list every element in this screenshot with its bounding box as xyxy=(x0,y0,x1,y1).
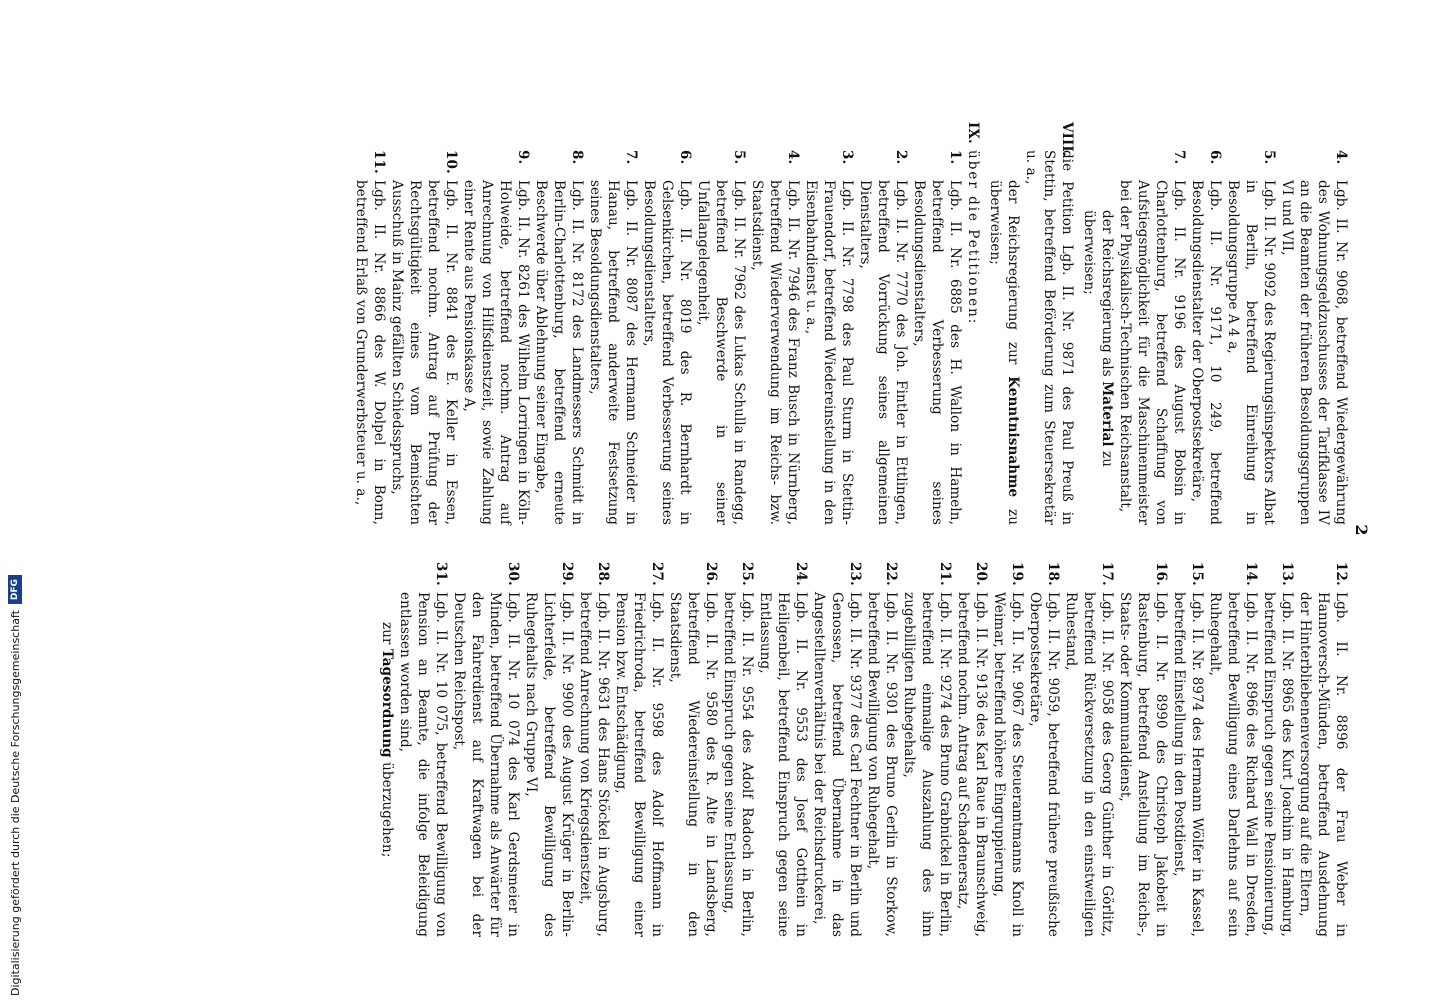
list-item: 26. Lgb. II. Nr. 9580 des R. Alte in Landsberg, betreffend Wiedereinstellung in den Staatsdienst, xyxy=(667,562,719,937)
list-item: 20. Lgb. II. Nr. 9136 des Karl Raue in Braunschweig, betreffend nochm. Antrag auf Schadenersatz, xyxy=(955,562,989,937)
right-column xyxy=(378,562,1350,937)
page-number: 2 xyxy=(1352,524,1371,536)
list-item: 7. Lgb. II. Nr. 8087 des Hermann Schneider in Hanau, betreffend anderweite Festsetzung seines Besoldungsdienstalters, xyxy=(587,150,639,525)
list-item: 24. Lgb. II. Nr. 9553 des Josef Gotthein in Heiligenbeil, betreffend Einspruch gegen seine Entlassung, xyxy=(757,562,809,937)
list-item: 6. Lgb. II. Nr. 9171, 10 249, betreffend Besoldungsdienstalter der Oberpostsekretäre, xyxy=(1189,150,1223,525)
list-item: 18. Lgb. II. Nr. 9059, betreffend frühere preußische Oberpostsekretäre, xyxy=(1027,562,1061,937)
list-item: 25. Lgb. II. Nr. 9554 des Adolf Radoch in Berlin, betreffend Einspruch gegen seine Entlassung, xyxy=(721,562,755,937)
list-item: 27. Lgb. II. Nr. 9598 des Adolf Hoffmann in Friedrichroda, betreffend Bewilligung einer Pension bzw. Entschädigung, xyxy=(613,562,665,937)
left-column xyxy=(352,122,1350,525)
list-item: 16. Lgb. II. Nr. 8990 des Christoph Jakobeit in Rastenburg, betreffend Anstellung im Reichs-, Staats- oder Kommunaldienst, xyxy=(1117,562,1169,937)
list-item: 5. Lgb. II. Nr. 7962 des Lukas Schulla in Randegg, betreffend Beschwerde in seiner Unfallangelegenheit, xyxy=(695,150,747,525)
section-viii: VIII. die Petition Lgb. II. Nr. 9871 des Paul Preuß in Stettin, betreffend Beförderung zum Steuersekretär u. a., der Reichsregierung zur Kenntnisnahme zu überweisen; xyxy=(987,122,1075,525)
list-item: 7. Lgb. II. Nr. 9196 des August Bobsin in Charlottenburg, betreffend Schaffung von Aufstiegsmöglichkeit für die Maschinenmeister bei der Physikalisch-Technischen Reichsanstalt, xyxy=(1117,150,1187,525)
list-item: 23. Lgb. II. Nr. 9377 des Carl Fechtner in Berlin und Genossen, betreffend Übernahme in das Angestelltenverhältnis bei der Reichsdruckerei, xyxy=(811,562,863,937)
document-page xyxy=(140,122,1371,950)
list-item: 4. Lgb. II. Nr. 9068, betreffend Wiedergewährung des Wohnungsgeldzuschusses der Tarifklasse IV an die Beamten der früheren Besoldungsgruppen VI und VII, xyxy=(1279,150,1349,525)
list-item: 9. Lgb. II. Nr. 8261 des Wilhelm Lorringen in Köln-Holweide, betreffend nochm. Antrag auf Anrechnung von Hilfsdienstzeit, sowie Zahlung einer Rente aus Pensionskasse A, xyxy=(461,150,531,525)
list-item: 10. Lgb. II. Nr. 8841 des E. Keller in Essen, betreffend nochm. Antrag auf Prüfung der Rechtsgültigkeit eines vom Bemischten Ausschuß in Mainz gefällten Schiedsspruchs, xyxy=(389,150,459,525)
list-item: 12. Lgb. II. Nr. 8896 der Frau Weber in Hannoversch-Münden, betreffend Ausdehnung der Hinterbliebenenversorgung auf die Eltern, xyxy=(1297,562,1349,937)
dfg-logo: DFG xyxy=(8,575,22,604)
instruction-material: der Reichsregierung als Material zu überweisen; xyxy=(1081,210,1115,468)
list-item: 17. Lgb. II. Nr. 9058 des Georg Günther in Görlitz, betreffend Rückversetzung in den einstweiligen Ruhestand, xyxy=(1063,562,1115,937)
roman-numeral: IX. xyxy=(965,122,981,144)
list-item: 14. Lgb. II. Nr. 8966 des Richard Wall in Dresden, betreffend Bewilligung eines Darlehns auf sein Ruhegehalt, xyxy=(1207,562,1259,937)
list-item: 13. Lgb. II. Nr. 8965 des Kurt Joachim in Hamburg, betreffend Einspruch gegen seine Pensionierung, xyxy=(1261,562,1295,937)
list-item: 19. Lgb. II. Nr. 9067 des Steueramtmanns Knoll in Weimar, betreffend höhere Eingruppierung, xyxy=(991,562,1025,937)
list-item: 5. Lgb. II. Nr. 9092 des Regierungsinspektors Albat in Berlin, betreffend Einreihung in Besoldungsgruppe A 4 a, xyxy=(1225,150,1277,525)
list-item: 6. Lgb. II. Nr. 8019 des R. Bernhardt in Gelsenkirchen, betreffend Verbesserung seines Besoldungsdienstalters, xyxy=(641,150,693,525)
funding-notice: Digitalisierung gefördert durch die Deutsche Forschungsgemeinschaft xyxy=(8,610,22,996)
list-item: 15. Lgb. II. Nr. 8974 des Hermann Wölfer in Kassel, betreffend Einstellung in den Postdienst, xyxy=(1171,562,1205,937)
list-item: 1. Lgb. II. Nr. 6885 des H. Wallon in Hameln, betreffend Verbesserung seines Besoldungsdienstalters, xyxy=(911,150,963,525)
list-item: 22. Lgb. II. Nr. 9301 des Bruno Gerlin in Storkow, betreffend Bewilligung von Ruhegehalt, xyxy=(865,562,899,937)
list-item: 31. Lgb. II. Nr. 10 075, betreffend Bewilligung von Pension an Beamte, die infolge Beleidigung entlassen worden sind, xyxy=(397,562,449,937)
closing-instruction: zur Tagesordnung überzugehen; xyxy=(379,622,395,858)
list-item: 3. Lgb. II. Nr. 7798 des Paul Sturm in Stettin-Frauendorf, betreffend Wiedereinstellung in den Eisenbahndienst u. a., xyxy=(803,150,855,525)
section-ix: IX. über die Petitionen: xyxy=(965,122,981,326)
list-item: 30. Lgb. II. Nr. 10 074 des Karl Gerdsmeier in Minden, betreffend Übernahme als Anwärter für den Fahrerdienst auf Kraftwagen bei der Deutschen Reichspost, xyxy=(451,562,521,937)
list-item: 2. Lgb. II. Nr. 7770 des Joh. Fintler in Ettlingen, betreffend Vorrückung seines allgemeinen Dienstalters, xyxy=(857,150,909,525)
list-item: 4. Lgb. II. Nr. 7946 des Franz Busch in Nürnberg, betreffend Wiederverwendung im Reichs- bzw. Staatsdienst, xyxy=(749,150,801,525)
list-item: 11. Lgb. II. Nr. 8866 des W. Dolpel in Bonn, betreffend Erlaß von Grunderwerbsteuer u. a., xyxy=(353,150,387,525)
roman-numeral: VIII. xyxy=(1059,122,1075,157)
list-item: 29. Lgb. II. Nr. 9900 des August Krüger in Berlin-Lichterfelde, betreffend Bewilligung des Ruhegehalts nach Gruppe VI, xyxy=(523,562,575,937)
instruction-kenntnisnahme: der Reichsregierung zur Kenntnisnahme zu überweisen; xyxy=(987,180,1021,525)
list-item: 8. Lgb. II. Nr. 8172 des Landmessers Schmidt in Berlin-Charlottenburg, betreffend erneute Beschwerde über Ablehnung seiner Eingabe, xyxy=(533,150,585,525)
list-item: 21. Lgb. II. Nr. 9274 des Bruno Grabnickel in Berlin, betreffend einmalige Auszahlung des ihm zugebilligten Ruhegehalts, xyxy=(901,562,953,937)
list-item: 28. Lgb. II. Nr. 9631 des Hans Stöckel in Augsburg, betreffend Anrechnung von Kriegsdienstzeit, xyxy=(577,562,611,937)
funding-footer xyxy=(6,6,24,996)
